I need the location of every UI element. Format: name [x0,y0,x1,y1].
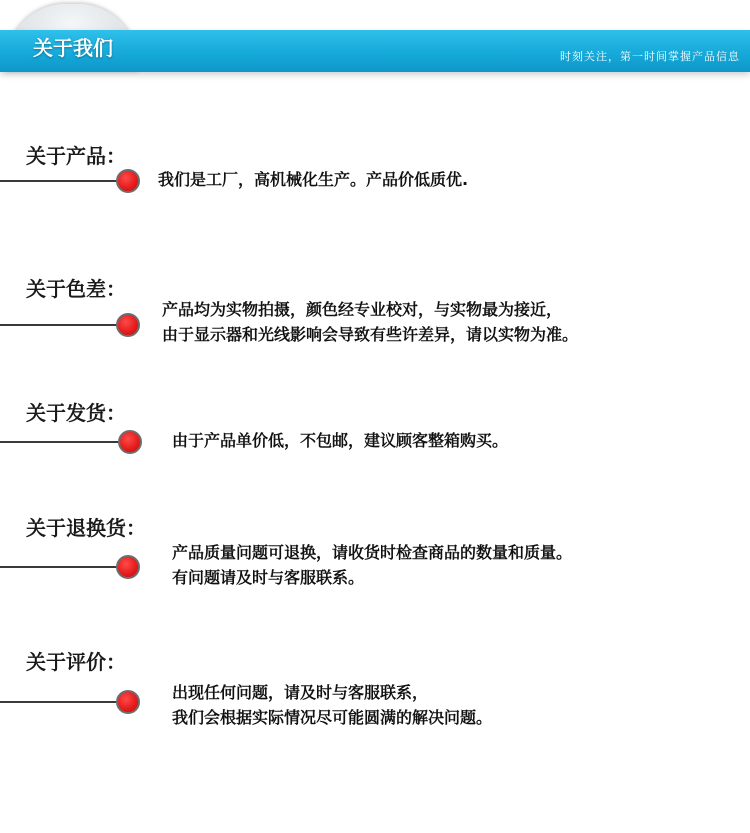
bullet-dot-icon [116,690,140,714]
section-text [172,540,572,590]
bullet-dot-icon [116,313,140,337]
text-line: 出现任何问题，请及时与客服联系， [172,683,429,702]
section-text [158,167,468,192]
section-heading: 关于产品： [26,144,126,168]
section-heading: 关于评价： [26,650,126,674]
timeline-line [0,180,118,182]
bullet-dot-icon [118,430,142,454]
text-line: 有问题请及时与客服联系。 [172,568,365,587]
bullet-dot-icon [116,169,140,193]
timeline-line [0,441,120,443]
section-text [172,680,492,730]
section-text [162,297,578,347]
page-title: 关于我们 [33,36,113,60]
section-heading: 关于发货： [26,401,126,425]
section-heading: 关于退换货： [26,516,146,540]
timeline-line [0,566,118,568]
text-line: 产品均为实物拍摄，颜色经专业校对，与实物最为接近， [162,300,563,319]
timeline-line [0,701,118,703]
section-heading: 关于色差： [26,277,126,301]
text-line: 我们是工厂，高机械化生产。产品价低质优. [158,170,469,189]
text-line: 产品质量问题可退换，请收货时检查商品的数量和质量。 [172,543,573,562]
bullet-dot-icon [116,555,140,579]
header-slogan: 时刻关注，第一时间掌握产品信息 [560,50,740,63]
section-text [172,428,508,453]
text-line: 由于产品单价低，不包邮，建议顾客整箱购买。 [172,431,509,450]
text-line: 我们会根据实际情况尽可能圆满的解决问题。 [172,708,493,727]
text-line: 由于显示器和光线影响会导致有些许差异，请以实物为准。 [162,325,579,344]
timeline-line [0,324,118,326]
